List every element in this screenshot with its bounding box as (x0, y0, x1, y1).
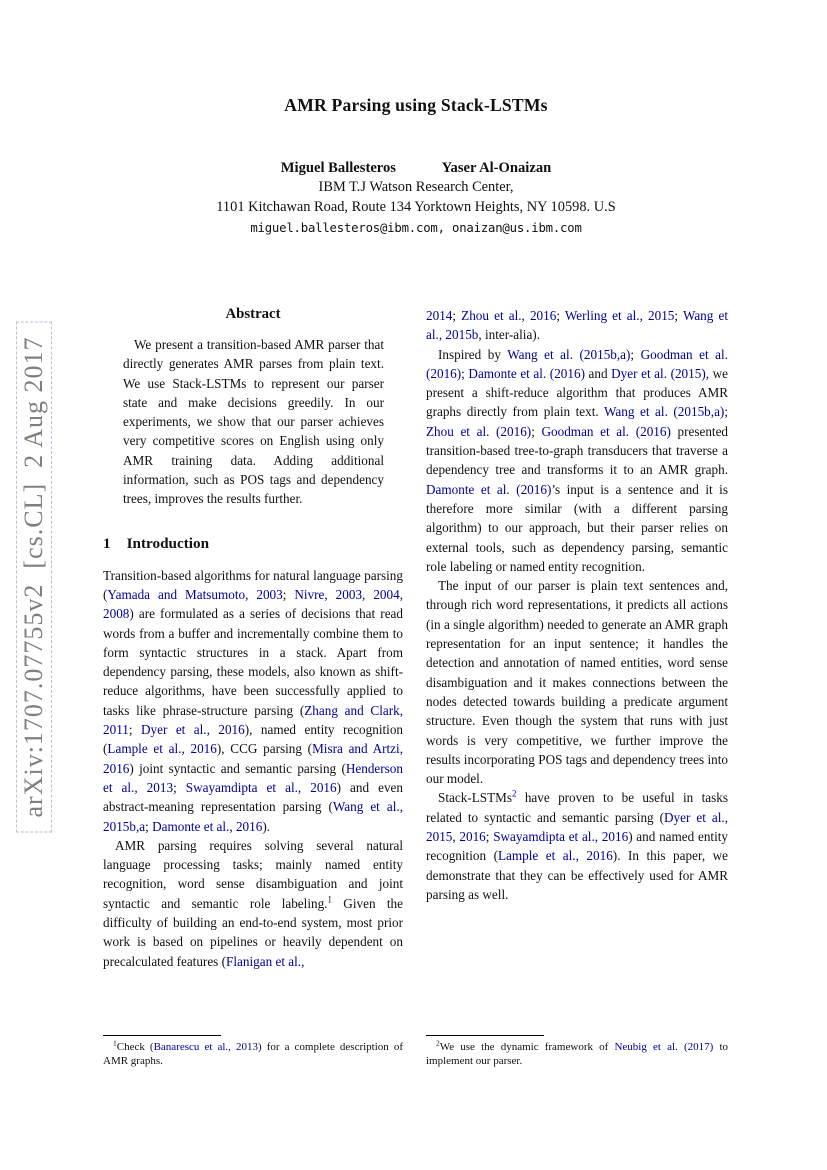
citation-link[interactable]: Flanigan et al., (226, 953, 305, 969)
citation-link[interactable]: 2014 (426, 308, 453, 323)
citation-link[interactable]: Dyer et al. (2015) (611, 365, 706, 381)
footnote-marker: 1 (113, 1038, 117, 1048)
paragraph-inspired: Inspired by Wang et al. (2015b,a); Goodman et al. (2016); Damonte et al. (2016) and Dyer et al. (2015), we present a shift-reduce algorithm that produces AMR graphs directly from plain text. Wang et al. (2015b,a); Zhou et al. (2016); Goodman et al. (2016) presented transition-based tree-to-graph transducers that traverse a dependency tree and transforms it to an AMR graph. Damonte et al. (2016)’s input is a sentence and it is therefore more similar (with a different parsing algorithm) to our approach, but their parser relies on external tools, such as dependency parsing, semantic role labeling or named entity recognition. (426, 346, 728, 574)
citation-link[interactable]: Swayamdipta et al., 2016 (493, 829, 629, 845)
footnote-link[interactable]: 2 (512, 789, 517, 800)
footnote-rule (103, 1035, 221, 1036)
footnote-1-text: $^1$Check (Banarescu et al., 2013) for a complete description of AMR graphs. (103, 1038, 404, 1067)
paper-title: AMR Parsing using Stack-LSTMs (284, 95, 548, 115)
citation-link[interactable]: Neubig et al. (2017) (614, 1041, 714, 1053)
arxiv-watermark-text: arXiv:1707.07755v2 [cs.CL] 2 Aug 2017 (16, 322, 52, 833)
footnote-2-text: $^2$We use the dynamic framework of Neubig et al. (2017) to implement our parser. (426, 1038, 728, 1067)
citation-link[interactable]: Wang et al., 2015b,a (103, 799, 403, 834)
citation-link[interactable]: Nivre, 2003, 2004, 2008 (103, 586, 403, 622)
citation-link[interactable]: Dyer et al., 2016 (141, 722, 245, 738)
citation-link[interactable]: Goodman et al. (2016) (541, 423, 671, 439)
author-name-2: Yaser Al-Onaizan (441, 160, 552, 176)
citation-link[interactable]: Zhang and Clark, 2011 (103, 702, 403, 738)
affiliation-line-1: IBM T.J Watson Research Center, (318, 179, 514, 195)
section-number: 1 (103, 534, 111, 552)
citation-link[interactable]: Damonte et al. (2016) (468, 365, 585, 381)
citation-link[interactable]: Wang et al. (2015b,a) (604, 404, 725, 420)
citation-link[interactable]: Werling et al., 2015 (564, 308, 675, 323)
citation-link[interactable]: Misra and Artzi, 2016 (103, 741, 403, 776)
footnote-rule (426, 1035, 544, 1036)
citation-link[interactable]: Damonte et al., 2016 (152, 818, 263, 834)
paragraph-intro-2: AMR parsing requires solving several natural language processing tasks; mainly named entity recognition, word sense disambiguation and joint syntactic and semantic role labeling.$^1$ Given the difficulty of building an end-to-end system, most prior work is based on pipelines or heavily dependent on precalculated features (Flanigan et al., (103, 837, 403, 969)
author-emails: miguel.ballesteros@ibm.com, onaizan@us.ibm.com (250, 221, 582, 235)
right-column (426, 306, 728, 1032)
citation-link[interactable]: Yamada and Matsumoto, 2003 (107, 586, 283, 602)
paragraph-stack-lstms: Stack-LSTMs$^2$ have proven to be useful in tasks related to syntactic and semantic parsing (Dyer et al., 2015, 2016; Swayamdipta et al., 2016) and named entity recognition (Lample et al., 2016). In this paper, we demonstrate that they can be effectively used for AMR parsing as well. (426, 789, 728, 902)
citation-link[interactable]: Banarescu et al., 2013 (153, 1041, 258, 1053)
paragraph-parser-input: The input of our parser is plain text sentences and, through rich word representations, it predicts all actions (in a single algorithm) needed to generate an AMR graph representation for an input sentence; it handles the detection and annotation of named entities, word sense disambiguation and it makes connections between the nodes detected towards building a predicate argument structure. Even though the system that runs with just words is very competitive, we further improve the results incorporating POS tags and dependency trees into our model. (426, 578, 728, 787)
footnote-1 (103, 1035, 403, 1069)
paragraph-intro-1: Transition-based algorithms for natural language parsing (Yamada and Matsumoto, 2003; Nivre, 2003, 2004, 2008) are formulated as a series of decisions that read words from a buffer and incrementally combine them to form syntactic structures in a stack. Apart from dependency parsing, these models, also known as shift-reduce algorithms, have been successfully applied to tasks like phrase-structure parsing (Zhang and Clark, 2011; Dyer et al., 2016), named entity recognition (Lample et al., 2016), CCG parsing (Misra and Artzi, 2016) joint syntactic and semantic parsing (Henderson et al., 2013; Swayamdipta et al., 2016) and even abstract-meaning representation parsing (Wang et al., 2015b,a; Damonte et al., 2016). (103, 567, 403, 834)
abstract-text: We present a transition-based AMR parser that directly generates AMR parses from plain text. We use Stack-LSTMs to represent our parser state and make decisions greedily. In our experiments, we show that our parser achieves very competitive scores on English using only AMR training data. Adding additional information, such as POS tags and dependency trees, improves the results further. (123, 337, 384, 507)
paragraph-continuation: 2014; Zhou et al., 2016; Werling et al., 2015; Wang et al., 2015b, inter-alia). (426, 308, 728, 343)
citation-link[interactable]: Goodman et al. (2016) (426, 346, 728, 381)
citation-link[interactable]: Dyer et al., 2015, 2016 (426, 809, 728, 845)
citation-link[interactable]: Damonte et al. (2016) (426, 481, 552, 497)
affiliation-line-2: 1101 Kitchawan Road, Route 134 Yorktown Heights, NY 10598. U.S (216, 198, 616, 215)
footnote-marker: 2 (436, 1038, 440, 1048)
citation-link[interactable]: Lample et al., 2016 (107, 741, 217, 757)
citation-link[interactable]: Lample et al., 2016 (497, 848, 613, 864)
abstract-heading: Abstract (225, 306, 281, 322)
citation-link[interactable]: Wang et al. (2015b,a) (507, 346, 631, 362)
section-title: Introduction (126, 534, 210, 552)
citation-link[interactable]: Henderson et al., 2013 (103, 760, 403, 795)
left-column (103, 306, 403, 1032)
citation-link[interactable]: Zhou et al. (2016) (426, 423, 532, 439)
citation-link[interactable]: Zhou et al., 2016 (461, 308, 557, 323)
citation-link[interactable]: Wang et al., 2015b (426, 308, 728, 343)
section-heading-introduction (103, 535, 403, 553)
paper-header (103, 95, 729, 237)
footnote-marker: 1 (327, 894, 332, 905)
footnote-2 (426, 1035, 728, 1069)
authors-row (103, 158, 729, 178)
citation-link[interactable]: Swayamdipta et al., 2016 (185, 779, 337, 795)
author-name-1: Miguel Ballesteros (280, 160, 396, 176)
